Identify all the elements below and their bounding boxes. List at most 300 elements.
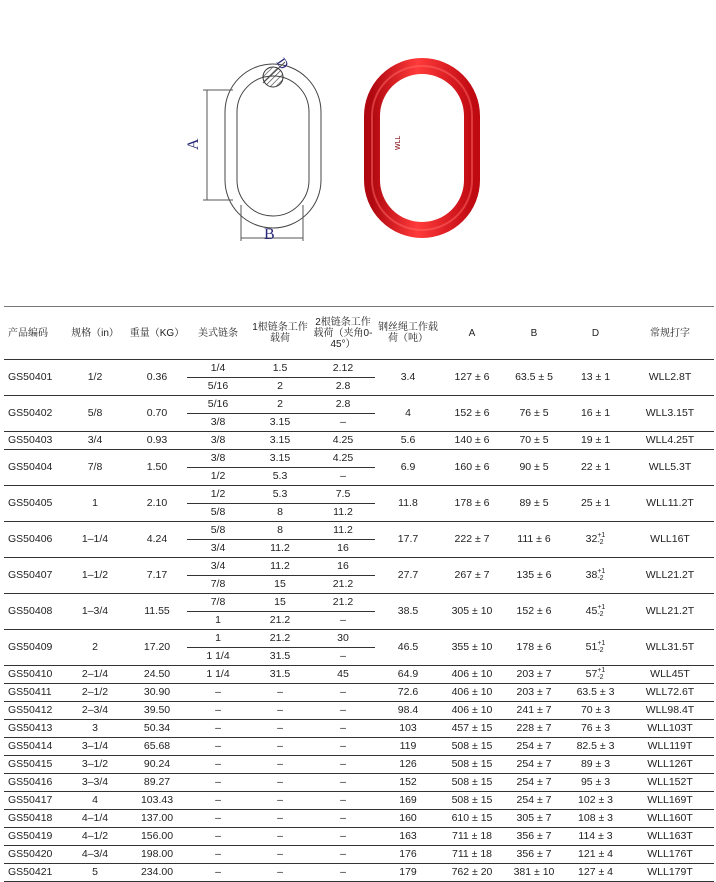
product-mark: WLL98.4T [626,702,714,720]
table-row [4,558,714,576]
wire-rope-load: 4 [375,396,441,432]
table-row [4,720,714,738]
product-mark: WLL5.3T [626,450,714,486]
chain-size: 3/8 [187,414,249,432]
table-row [4,846,714,864]
dim-d-tolerance-upper: +1 [597,667,606,675]
chain-size: – [187,864,249,882]
two-chain-load: 2.8 [311,396,375,414]
chain-size: 1 1/4 [187,648,249,666]
dim-d-value: 25 ± 1 [580,497,611,509]
dim-b: 254 ± 7 [503,738,565,756]
chain-size: 1 [187,612,249,630]
product-code: GS50405 [4,486,63,522]
dim-d-value: 51 [585,641,598,653]
table-row [4,828,714,846]
wire-rope-load: 27.7 [375,558,441,594]
product-mark: WLL103T [626,720,714,738]
dim-d [565,396,626,432]
one-chain-load: 15 [249,594,311,612]
dim-d-value: 45 [585,605,598,617]
two-chain-load: 21.2 [311,576,375,594]
wire-rope-load: 169 [375,792,441,810]
spec-table [4,306,714,882]
wire-rope-load: 163 [375,828,441,846]
dim-b: 254 ± 7 [503,756,565,774]
one-chain-load: – [249,738,311,756]
wire-rope-load: 11.8 [375,486,441,522]
product-code: GS50402 [4,396,63,432]
product-code: GS50413 [4,720,63,738]
product-mark: WLL160T [626,810,714,828]
product-code: GS50411 [4,684,63,702]
spec-size: 3–1/2 [63,756,127,774]
one-chain-load: 15 [249,576,311,594]
wire-rope-load: 176 [375,846,441,864]
product-code: GS50410 [4,666,63,684]
dim-a: 406 ± 10 [441,702,503,720]
one-chain-load: 8 [249,504,311,522]
header-weight: 重量（KG） [127,307,187,360]
product-code: GS50407 [4,558,63,594]
dim-d-value: 16 ± 1 [580,407,611,419]
product-code: GS50403 [4,432,63,450]
spec-size: 4 [63,792,127,810]
dim-d-value: 82.5 ± 3 [576,740,615,752]
two-chain-load: 11.2 [311,504,375,522]
dim-d [565,738,626,756]
wire-rope-load: 152 [375,774,441,792]
dim-d-value: 102 ± 3 [578,794,613,806]
product-mark: WLL72.6T [626,684,714,702]
product-code: GS50418 [4,810,63,828]
chain-size: – [187,846,249,864]
dim-d [565,756,626,774]
one-chain-load: – [249,774,311,792]
dim-b: 111 ± 6 [503,522,565,558]
product-code: GS50416 [4,774,63,792]
spec-size: 7/8 [63,450,127,486]
weight: 7.17 [127,558,187,594]
product-mark: WLL119T [626,738,714,756]
chain-size: 3/4 [187,558,249,576]
chain-size: – [187,720,249,738]
two-chain-load: – [311,720,375,738]
product-figure [0,0,716,300]
wire-rope-load: 98.4 [375,702,441,720]
dim-b: 305 ± 7 [503,810,565,828]
spec-size: 2–3/4 [63,702,127,720]
dim-b: 70 ± 5 [503,432,565,450]
one-chain-load: 21.2 [249,612,311,630]
two-chain-load: – [311,774,375,792]
two-chain-load: – [311,414,375,432]
chain-size: 1 1/4 [187,666,249,684]
one-chain-load: 31.5 [249,648,311,666]
one-chain-load: – [249,756,311,774]
product-mark: WLL31.5T [626,630,714,666]
product-mark: WLL21.2T [626,558,714,594]
dim-d [565,630,626,666]
spec-size: 2–1/4 [63,666,127,684]
dim-a: 508 ± 15 [441,756,503,774]
product-code: GS50420 [4,846,63,864]
dim-a: 406 ± 10 [441,666,503,684]
wire-rope-load: 119 [375,738,441,756]
dim-a: 267 ± 7 [441,558,503,594]
dim-b: 89 ± 5 [503,486,565,522]
dim-a: 178 ± 6 [441,486,503,522]
header-d: D [565,307,626,360]
one-chain-load: – [249,864,311,882]
dim-d-tolerance-lower: -2 [597,539,604,547]
header-code: 产品编码 [4,307,63,360]
dim-d-value: 95 ± 3 [580,776,611,788]
one-chain-load: – [249,792,311,810]
product-code: GS50415 [4,756,63,774]
spec-size: 5 [63,864,127,882]
product-code: GS50421 [4,864,63,882]
table-body [4,360,714,882]
table-row [4,450,714,468]
dim-a: 406 ± 10 [441,684,503,702]
dim-d [565,846,626,864]
chain-size: 3/8 [187,432,249,450]
table-row [4,792,714,810]
weight: 0.70 [127,396,187,432]
dim-d-tolerance-upper: +1 [597,532,606,540]
dim-d [565,432,626,450]
one-chain-load: 11.2 [249,558,311,576]
weight: 0.93 [127,432,187,450]
dim-a: 457 ± 15 [441,720,503,738]
chain-size: – [187,774,249,792]
two-chain-load: – [311,702,375,720]
weight: 103.43 [127,792,187,810]
dim-b: 241 ± 7 [503,702,565,720]
dim-d-value: 19 ± 1 [580,434,611,446]
dim-b: 178 ± 6 [503,630,565,666]
two-chain-load: 7.5 [311,486,375,504]
one-chain-load: 3.15 [249,432,311,450]
dim-d-tolerance-lower: -2 [597,647,604,655]
chain-size: – [187,738,249,756]
spec-size: 3 [63,720,127,738]
one-chain-load: – [249,810,311,828]
one-chain-load: 2 [249,378,311,396]
dim-d [565,522,626,558]
wire-rope-load: 103 [375,720,441,738]
dim-d-value: 127 ± 4 [578,866,613,878]
product-mark: WLL4.25T [626,432,714,450]
header-wire-rope-load: 钢丝绳工作载荷（吨） [375,307,441,360]
product-mark: WLL126T [626,756,714,774]
dim-d [565,594,626,630]
dim-a: 508 ± 15 [441,738,503,756]
product-code: GS50408 [4,594,63,630]
product-mark: WLL176T [626,846,714,864]
table-row [4,810,714,828]
two-chain-load: 4.25 [311,432,375,450]
product-mark: WLL163T [626,828,714,846]
spec-size: 4–3/4 [63,846,127,864]
chain-size: – [187,792,249,810]
dim-d-value: 57 [585,668,598,680]
dim-d [565,864,626,882]
dim-a: 711 ± 18 [441,828,503,846]
dim-a: 305 ± 10 [441,594,503,630]
two-chain-load: – [311,648,375,666]
product-mark: WLL179T [626,864,714,882]
weight: 4.24 [127,522,187,558]
dim-d-tolerance-upper: +1 [597,604,606,612]
product-code: GS50417 [4,792,63,810]
wire-rope-load: 160 [375,810,441,828]
table-row [4,396,714,414]
one-chain-load: 1.5 [249,360,311,378]
table-row [4,432,714,450]
header-b: B [503,307,565,360]
dim-b: 203 ± 7 [503,684,565,702]
dim-d-value: 121 ± 4 [578,848,613,860]
table-row [4,738,714,756]
product-mark: WLL3.15T [626,396,714,432]
table-row [4,774,714,792]
dim-d-tolerance-lower: -2 [597,575,604,583]
dim-d [565,720,626,738]
chain-size: – [187,702,249,720]
spec-size: 4–1/4 [63,810,127,828]
dim-d [565,684,626,702]
weight: 11.55 [127,594,187,630]
two-chain-load: – [311,864,375,882]
spec-size: 1/2 [63,360,127,396]
chain-size: – [187,828,249,846]
chain-size: 5/8 [187,504,249,522]
one-chain-load: – [249,684,311,702]
one-chain-load: 2 [249,396,311,414]
dim-a: 508 ± 15 [441,774,503,792]
table-row [4,486,714,504]
chain-size: 1/2 [187,468,249,486]
wire-rope-load: 3.4 [375,360,441,396]
spec-size: 2 [63,630,127,666]
two-chain-load: – [311,828,375,846]
weight: 2.10 [127,486,187,522]
table-row [4,666,714,684]
one-chain-load: 11.2 [249,540,311,558]
chain-size: 5/16 [187,396,249,414]
wire-rope-load: 72.6 [375,684,441,702]
product-mark: WLL45T [626,666,714,684]
header-two-chain-load: 2根链条工作载荷（夹角0-45°） [311,307,375,360]
dim-b: 381 ± 10 [503,864,565,882]
dim-d [565,792,626,810]
spec-size: 2–1/2 [63,684,127,702]
spec-size: 3–3/4 [63,774,127,792]
spec-size: 3–1/4 [63,738,127,756]
wire-rope-load: 5.6 [375,432,441,450]
dim-d [565,666,626,684]
header-one-chain-load: 1根链条工作载荷 [249,307,311,360]
weight: 39.50 [127,702,187,720]
one-chain-load: 5.3 [249,486,311,504]
chain-size: 5/16 [187,378,249,396]
two-chain-load: 16 [311,558,375,576]
dim-a: 610 ± 15 [441,810,503,828]
product-code: GS50414 [4,738,63,756]
wire-rope-load: 6.9 [375,450,441,486]
wire-rope-load: 64.9 [375,666,441,684]
spec-size: 3/4 [63,432,127,450]
header-spec: 规格（in） [63,307,127,360]
dim-d-value: 63.5 ± 3 [576,686,615,698]
chain-size: 3/8 [187,450,249,468]
table-row [4,702,714,720]
wire-rope-load: 126 [375,756,441,774]
table-row [4,360,714,378]
two-chain-load: – [311,756,375,774]
product-code: GS50409 [4,630,63,666]
dim-d [565,360,626,396]
chain-size: – [187,684,249,702]
two-chain-load: – [311,468,375,486]
two-chain-load: – [311,846,375,864]
weight: 17.20 [127,630,187,666]
dim-a: 127 ± 6 [441,360,503,396]
one-chain-load: 31.5 [249,666,311,684]
dim-d-value: 38 [585,569,598,581]
two-chain-load: 11.2 [311,522,375,540]
product-mark: WLL21.2T [626,594,714,630]
dim-a: 355 ± 10 [441,630,503,666]
spec-size: 5/8 [63,396,127,432]
dim-b: 356 ± 7 [503,846,565,864]
wire-rope-load: 179 [375,864,441,882]
two-chain-load: – [311,684,375,702]
chain-size: 1/2 [187,486,249,504]
dim-d [565,486,626,522]
product-code: GS50419 [4,828,63,846]
table-row [4,594,714,612]
dim-d [565,702,626,720]
product-code: GS50406 [4,522,63,558]
dim-a: 762 ± 20 [441,864,503,882]
dim-b: 203 ± 7 [503,666,565,684]
weight: 65.68 [127,738,187,756]
dim-b: 254 ± 7 [503,774,565,792]
technical-drawing [203,62,321,241]
product-mark: WLL152T [626,774,714,792]
two-chain-load: 2.8 [311,378,375,396]
spec-size: 1–1/4 [63,522,127,558]
weight: 90.24 [127,756,187,774]
product-mark: WLL11.2T [626,486,714,522]
table-row [4,864,714,882]
product-mark: WLL169T [626,792,714,810]
product-code: GS50412 [4,702,63,720]
wire-rope-load: 17.7 [375,522,441,558]
dim-d-value: 76 ± 3 [580,722,611,734]
chain-size: – [187,756,249,774]
dim-d-tolerance-upper: +1 [597,640,606,648]
weight: 156.00 [127,828,187,846]
dim-a: 222 ± 7 [441,522,503,558]
one-chain-load: – [249,846,311,864]
dim-b: 90 ± 5 [503,450,565,486]
dim-b: 356 ± 7 [503,828,565,846]
dim-b: 152 ± 6 [503,594,565,630]
dim-a: 152 ± 6 [441,396,503,432]
dim-b: 228 ± 7 [503,720,565,738]
table-row [4,630,714,648]
one-chain-load: – [249,702,311,720]
chain-size: 3/4 [187,540,249,558]
product-mark: WLL2.8T [626,360,714,396]
dim-d-value: 13 ± 1 [580,371,611,383]
one-chain-load: 8 [249,522,311,540]
table-header-row [4,307,714,360]
weight: 50.34 [127,720,187,738]
wire-rope-load: 46.5 [375,630,441,666]
spec-size: 1 [63,486,127,522]
chain-size: 7/8 [187,594,249,612]
weight: 89.27 [127,774,187,792]
two-chain-load: – [311,810,375,828]
chain-size: 1 [187,630,249,648]
dim-d-value: 32 [585,533,598,545]
table-row [4,684,714,702]
dim-a-label: A [185,138,202,150]
one-chain-load: 3.15 [249,414,311,432]
dim-a: 711 ± 18 [441,846,503,864]
one-chain-load: – [249,720,311,738]
dim-d-value: 22 ± 1 [580,461,611,473]
dim-d-value: 70 ± 3 [580,704,611,716]
two-chain-load: – [311,792,375,810]
dim-b-label: B [264,226,275,243]
chain-size: – [187,810,249,828]
dim-d-tolerance-upper: +1 [597,568,606,576]
one-chain-load: – [249,828,311,846]
dim-d-label: D [272,55,291,73]
weight: 24.50 [127,666,187,684]
one-chain-load: 5.3 [249,468,311,486]
dim-d-value: 89 ± 3 [580,758,611,770]
dim-d [565,774,626,792]
dim-d [565,828,626,846]
product-code: GS50404 [4,450,63,486]
weight: 30.90 [127,684,187,702]
spec-size: 4–1/2 [63,828,127,846]
product-code: GS50401 [4,360,63,396]
weight: 198.00 [127,846,187,864]
master-link-photo [372,66,472,230]
dim-d-tolerance-lower: -2 [597,611,604,619]
wire-rope-load: 38.5 [375,594,441,630]
table-row [4,756,714,774]
chain-size: 1/4 [187,360,249,378]
weight: 1.50 [127,450,187,486]
dim-b: 63.5 ± 5 [503,360,565,396]
two-chain-load: 4.25 [311,450,375,468]
weight: 0.36 [127,360,187,396]
wll-stamp: WLL [395,135,402,150]
header-mark: 常规打字 [626,307,714,360]
dim-d [565,558,626,594]
weight: 234.00 [127,864,187,882]
two-chain-load: 2.12 [311,360,375,378]
